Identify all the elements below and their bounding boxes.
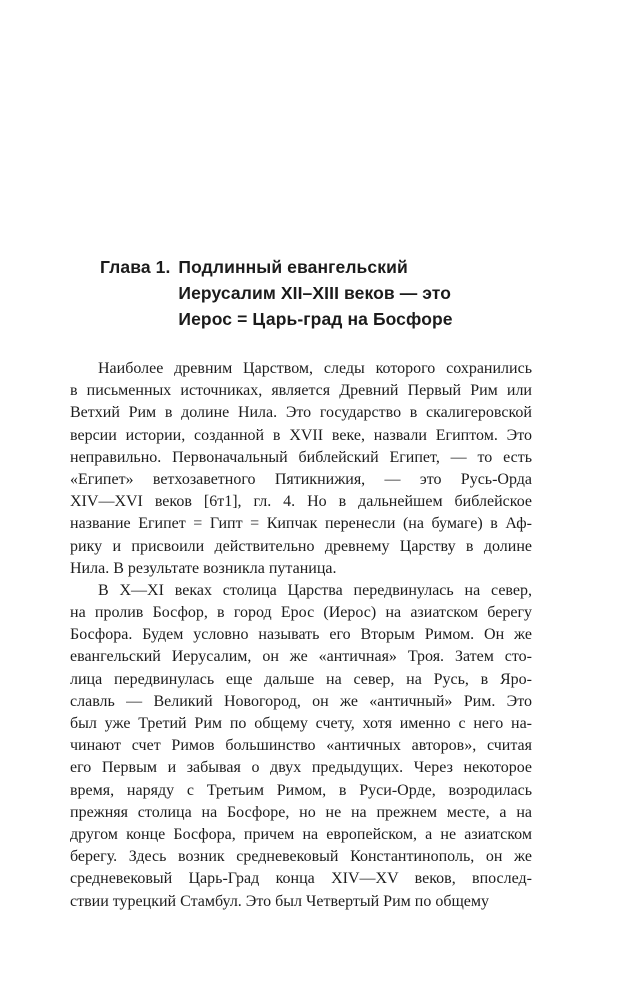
chapter-title-line: Иерусалим XII–XIII веков — это xyxy=(178,283,452,303)
text-line: версии истории, созданной в XVII веке, назвали Египтом. Это xyxy=(70,426,532,444)
text-line: «Египет» ветхозаветного Пятикнижия, — это Русь-Орда xyxy=(70,470,532,488)
text-line: XIV—XVI веков [6т1], гл. 4. Но в дальнейшем библейское xyxy=(70,493,532,511)
text-line: евангельский Иерусалим, он же «античная» Троя. Затем сто- xyxy=(70,648,532,666)
text-line: ствии турецкий Стамбул. Это был Четвертый Рим по общему xyxy=(70,892,490,910)
text-line: его Первым и забывая о двух предыдущих. Через некоторое xyxy=(70,759,532,777)
text-line: В X—XI веках столица Царства передвинулась на север, xyxy=(98,581,532,599)
chapter-title-line: Иерос = Царь-град на Босфоре xyxy=(178,309,453,329)
text-line: неправильно. Первоначальный библейский Египет, — то есть xyxy=(70,448,532,466)
text-line: время, наряду с Третьим Римом, в Руси-Орде, возродилась xyxy=(70,781,532,799)
chapter-number: Глава 1. xyxy=(100,257,171,277)
body-text xyxy=(70,358,532,913)
text-line: на пролив Босфор, в город Ерос (Иерос) на азиатском берегу xyxy=(70,604,532,622)
text-line: славль — Великий Новогород, он же «античный» Рим. Это xyxy=(70,692,532,710)
text-line: средневековый Царь-Град конца XIV—XV веков, впослед- xyxy=(70,870,532,888)
text-line: Ветхий Рим в долине Нила. Это государство в скалигеровской xyxy=(70,404,532,422)
text-line: был уже Третий Рим по общему счету, хотя именно с него на- xyxy=(70,715,532,732)
text-line: название Египет = Гипт = Кипчак перенесли (на бумаге) в Аф- xyxy=(70,515,532,533)
text-line: чинают счет Римов большинство «античных авторов», считая xyxy=(70,737,532,755)
text-line: Босфора. Будем условно называть его Вторым Римом. Он же xyxy=(70,626,532,644)
paragraph xyxy=(70,358,532,580)
text-line: Нила. В результате возникла путаница. xyxy=(70,559,337,577)
text-line: берегу. Здесь возник средневековый Константинополь, он же xyxy=(70,848,532,866)
text-line: другом конце Босфора, причем на европейском, а не азиатском xyxy=(70,825,532,843)
chapter-title xyxy=(178,254,452,332)
text-block xyxy=(70,254,532,913)
paragraph xyxy=(70,580,532,913)
text-line: лица передвинулась еще дальше на север, на Русь, в Яро- xyxy=(70,670,532,688)
chapter-heading xyxy=(100,254,532,332)
text-line: прежняя столица на Босфоре, но не на прежнем месте, а на xyxy=(70,803,532,821)
text-line: Наиболее древним Царством, следы которого сохранились xyxy=(98,360,532,377)
text-line: рику и присвоили действительно древнему Царству в долине xyxy=(70,537,532,555)
text-line: в письменных источниках, является Древний Первый Рим или xyxy=(70,382,532,400)
chapter-title-line: Подлинный евангельский xyxy=(178,257,408,277)
